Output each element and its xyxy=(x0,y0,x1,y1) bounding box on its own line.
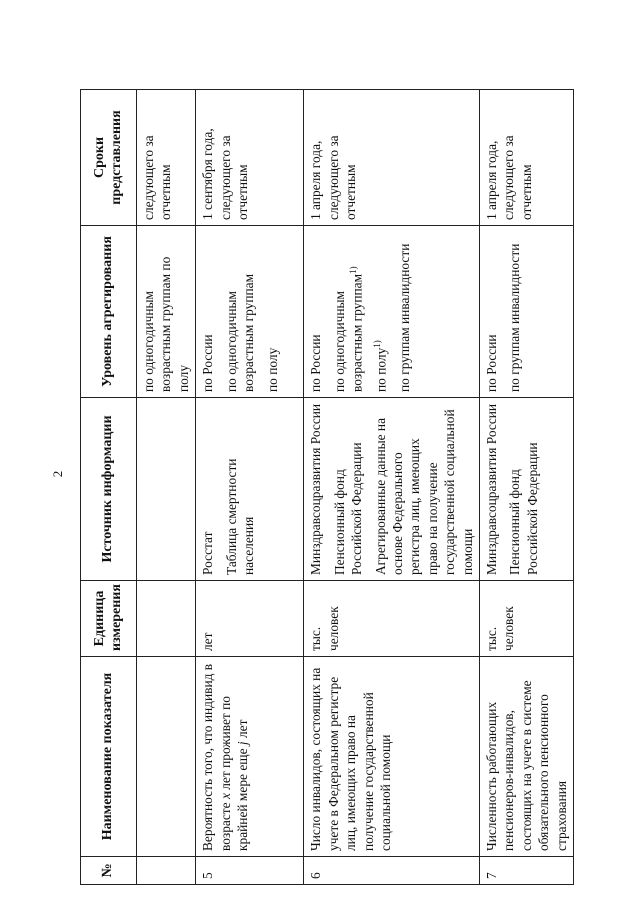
cell-name: Численность работающих пенсионеров-инвалидов, состоящих на учете в системе обязательного пенсионного страхования xyxy=(480,657,574,857)
header-deadline: Сроки представления xyxy=(81,90,137,226)
rotated-table-wrapper xyxy=(80,90,569,885)
cell-empty xyxy=(137,581,196,657)
header-unit: Единица измерения xyxy=(81,581,137,657)
cell-name: Число инвалидов, состоящих на учете в Федеральном регистре лиц, имеющих право на получение государственной социальной помощи xyxy=(304,657,480,857)
cell-level: по России по группам инвалидности xyxy=(480,226,574,398)
cell-deadline: 1 апреля года, следующего за отчетным xyxy=(480,90,574,226)
cell-deadline: 1 апреля года, следующего за отчетным xyxy=(304,90,480,226)
table-row-5 xyxy=(196,90,304,885)
cell-level: по России по одногодичным возрастным группам$^{1)}$ по полу$^{1)}$ по группам инвалидности xyxy=(304,226,480,398)
cell-deadline: следующего за отчетным xyxy=(137,90,196,226)
cell-num: 7 xyxy=(480,857,574,885)
cell-level: по одногодичным возрастным группам по полу xyxy=(137,226,196,398)
cell-num: 6 xyxy=(304,857,480,885)
cell-source: Росстат Таблица смертности населения xyxy=(196,398,304,581)
cell-source: Минздравсоцразвития России Пенсионный фонд Российской Федерации Агрегированные данные на основе Федерального регистра лиц, имеющих право на получение государственной социальной помощи xyxy=(304,398,480,581)
footnote-mark: 1) xyxy=(372,340,382,348)
header-name: Наименование показателя xyxy=(81,657,137,857)
table-row-7 xyxy=(480,90,574,885)
table-row-6 xyxy=(304,90,480,885)
cell-source: Минздравсоцразвития России Пенсионный фонд Российской Федерации xyxy=(480,398,574,581)
cell-empty xyxy=(137,398,196,581)
cell-unit: тыс. человек xyxy=(304,581,480,657)
footnote-mark: 1) xyxy=(348,266,359,274)
table-header-row xyxy=(81,90,137,885)
page-number: 2 xyxy=(50,470,65,478)
table-row-continuation xyxy=(137,90,196,885)
cell-deadline: 1 сентября года, следующего за отчетным xyxy=(196,90,304,226)
cell-num: 5 xyxy=(196,857,304,885)
cell-empty xyxy=(137,657,196,857)
cell-name: Вероятность того, что индивид в возрасте x лет проживет по крайней мере еще j лет xyxy=(196,657,304,857)
cell-level: по России по одногодичным возрастным группам по полу xyxy=(196,226,304,398)
cell-empty xyxy=(137,857,196,885)
indicators-table xyxy=(80,89,574,885)
header-num: № xyxy=(81,857,137,885)
cell-unit: лет xyxy=(196,581,304,657)
header-source: Источник информации xyxy=(81,398,137,581)
cell-unit: тыс. человек xyxy=(480,581,574,657)
header-level: Уровень агрегирования xyxy=(81,226,137,398)
